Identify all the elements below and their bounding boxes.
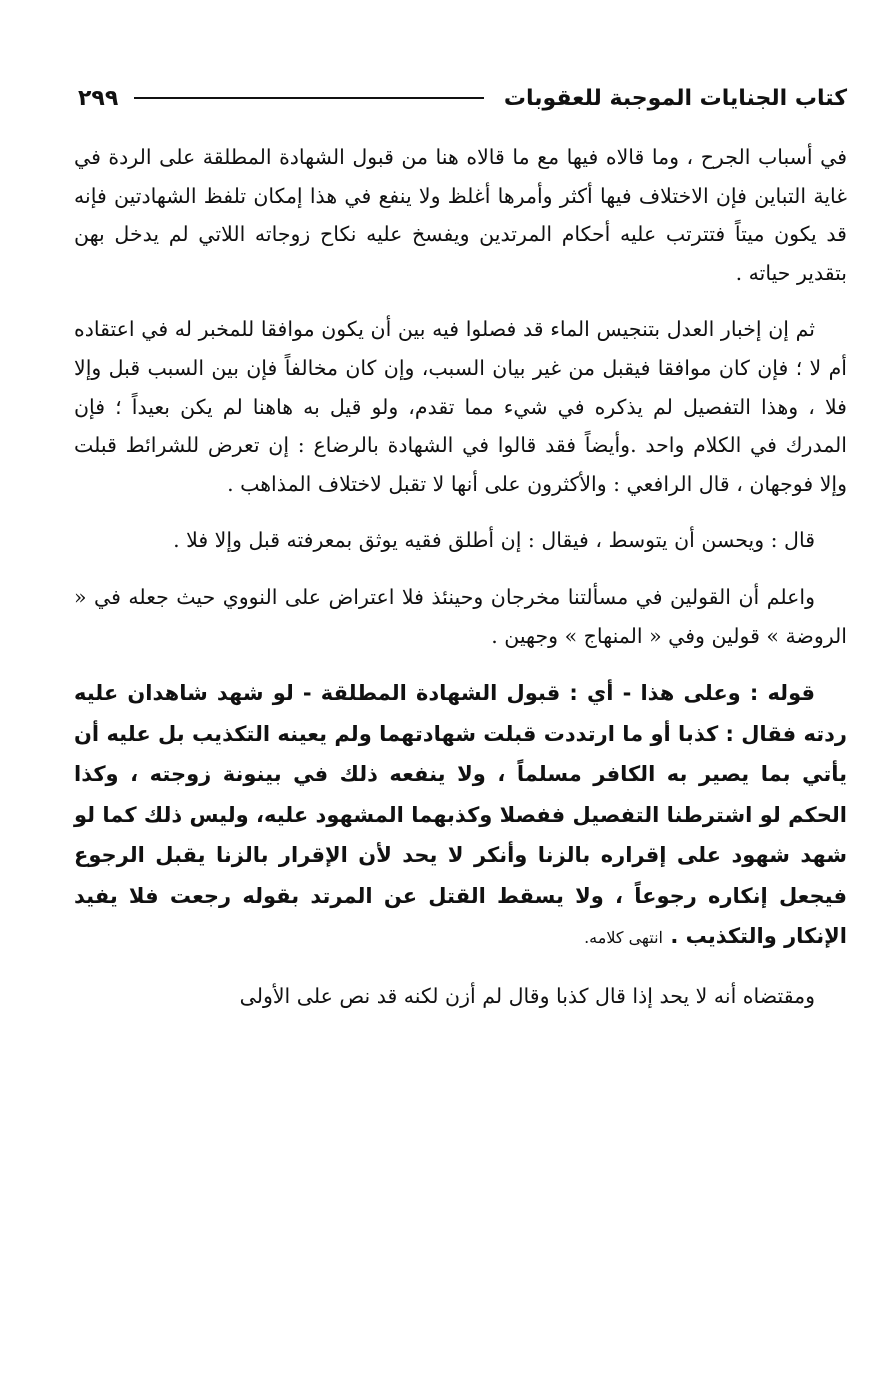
paragraph-3: قال : ويحسن أن يتوسط ، فيقال : إن أطلق فقيه يوثق بمعرفته قبل وإلا فلا . — [173, 528, 815, 553]
header-rule — [134, 97, 484, 99]
quoted-text: قوله : وعلى هذا - أي : قبول الشهادة المطلقة - لو شهد شاهدان عليه ردته فقال : كذبا أو ما ارتددت قبلت شهادتهما ولم يعينه التكذيب بل عليه أن يأتي بما يصير به الكافر مسلماً ، ولا ينفعه ذلك في بينونة زوجته ، وكذا الحكم لو اشترطنا التفصيل ففصلا وكذبهما المشهود عليه، وليس ذلك كما لو شهد شهود على إقراره بالزنا وأنكر لا يحد لأن الإقرار بالزنا يقبل الرجوع فيجعل إنكاره رجوعاً ، ولا يسقط القتل عن المرتد بقوله رجعت فلا يفيد الإنكار والتكذيب . — [74, 681, 847, 949]
paragraph-1: في أسباب الجرح ، وما قالاه فيها مع ما قالاه هنا من قبول الشهادة المطلقة على الردة في غاية التباين فإن الاختلاف فيها أكثر وأمرها أغلظ ولا ينفع في هذا إمكان تلفظ الشهادتين فإنه قد يكون ميتاً فتترتب عليه أحكام المرتدين ويفسخ عليه نكاح زوجاته اللاتي لم يدخل بهن بتقدير حياته . — [74, 145, 847, 285]
book-title: كتاب الجنايات الموجبة للعقوبات — [503, 85, 847, 111]
paragraph-2: ثم إن إخبار العدل بتنجيس الماء قد فصلوا فيه بين أن يكون موافقا للمخبر له في اعتقاده أم لا ؛ فإن كان موافقا فيقبل من غير بيان السبب، وإن كان مخالفاً فإن بين السبب قبل وإلا فلا ، وهذا التفصيل لم يذكره في شيء مما تقدم، ولو قيل به هاهنا لم يكن بعيداً ؛ فإن المدرك في الكلام واحد .وأيضاً فقد قالوا في الشهادة بالرضاع : إن تعرض للشرائط قبلت وإلا فوجهان ، قال الرافعي : والأكثرون على أنها لا تقبل لاختلاف المذاهب . — [74, 317, 847, 496]
running-header — [78, 78, 847, 118]
paragraph-4: واعلم أن القولين في مسألتنا مخرجان وحينئذ فلا اعتراض على النووي حيث جعله في « الروضة » قولين وفي « المنهاج » وجهين . — [74, 584, 847, 648]
quoted-paragraph — [74, 673, 847, 959]
quote-end-note: انتهى كلامه. — [584, 928, 663, 948]
body-text — [74, 138, 847, 1015]
paragraph-6: ومقتضاه أنه لا يحد إذا قال كذبا وقال لم أزن لكنه قد نص على الأولى — [239, 983, 815, 1008]
page-number: ٢٩٩ — [78, 85, 119, 111]
